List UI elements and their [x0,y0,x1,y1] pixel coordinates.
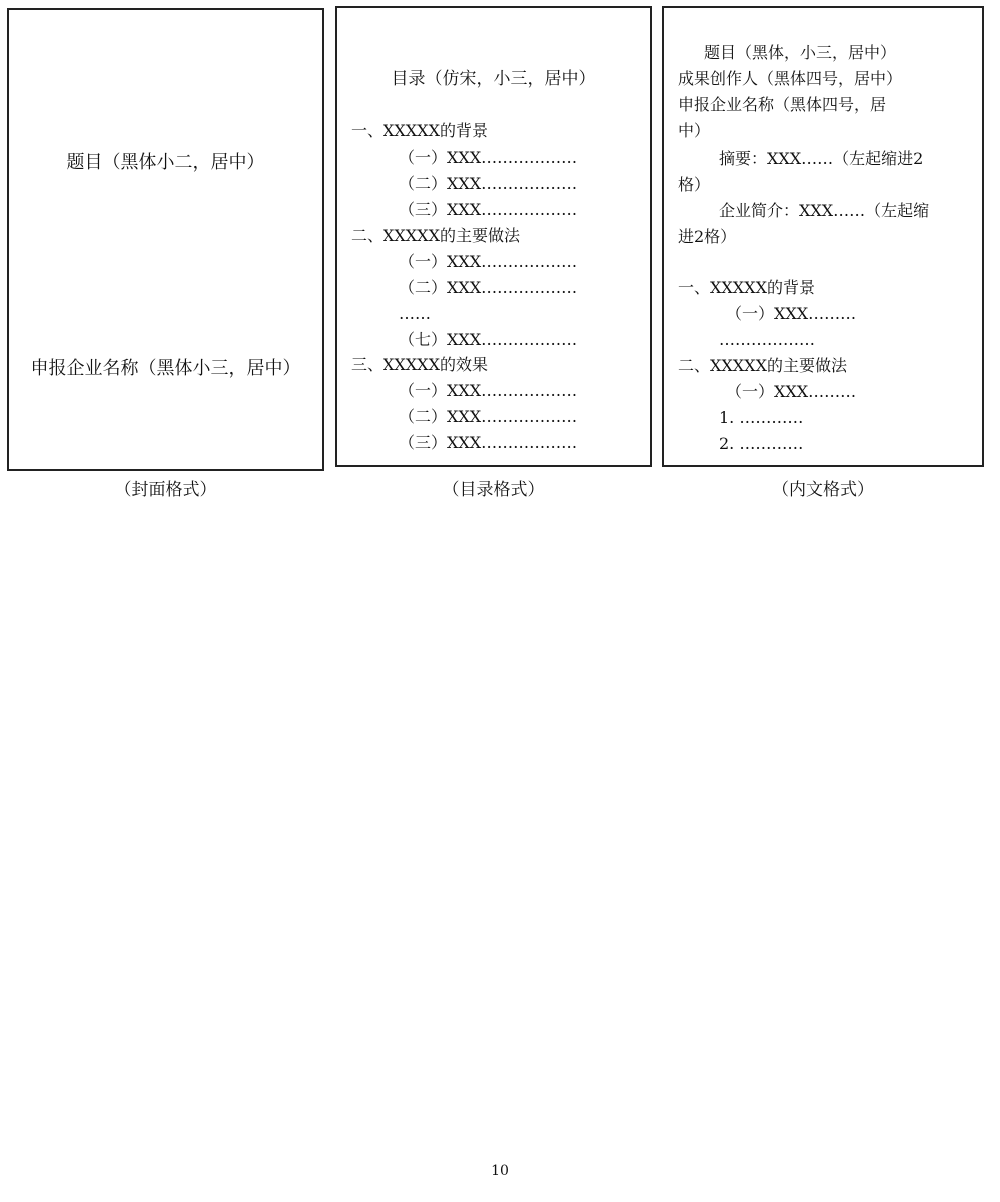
toc-format-panel [335,6,652,467]
toc-title: 目录（仿宋，小三，居中） [391,69,596,89]
body-numbered-item: 2. ………… [719,434,804,453]
body-format-panel [662,6,984,467]
body-company-intro: 企业简介：XXX……（左起缩 [719,201,930,220]
toc-subitem: （三）XXX……………… [399,433,578,452]
toc-subitem: （二）XXX……………… [399,174,578,193]
toc-subitem: （二）XXX……………… [399,278,578,297]
toc-section-heading: 一、XXXXX的背景 [351,121,488,140]
body-subitem: （一）XXX……… [726,304,857,323]
cover-caption: （封面格式） [114,480,217,500]
body-section-heading: 二、XXXXX的主要做法 [678,356,847,375]
body-subitem-cont: ……………… [719,330,815,349]
body-company-intro-cont: 进2格） [678,227,737,246]
toc-caption: （目录格式） [442,480,545,500]
body-company: 申报企业名称（黑体四号，居 [678,95,887,114]
body-author: 成果创作人（黑体四号，居中） [678,69,903,88]
cover-title: 题目（黑体小二，居中） [66,152,265,173]
toc-subitem: （一）XXX……………… [399,148,578,167]
toc-subitem: （二）XXX……………… [399,407,578,426]
toc-subitem: （三）XXX……………… [399,200,578,219]
toc-ellipsis: …… [399,304,431,323]
toc-section-heading: 三、XXXXX的效果 [351,355,488,374]
cover-company-name: 申报企业名称（黑体小三，居中） [30,358,301,379]
body-title: 题目（黑体，小三，居中） [704,43,897,62]
body-abstract: 摘要：XXX……（左起缩进2 [719,149,924,168]
body-company-cont: 中） [678,121,711,140]
page-number: 10 [491,1163,509,1179]
toc-subitem: （七）XXX……………… [399,330,578,349]
body-caption: （内文格式） [772,480,874,500]
body-numbered-item: 1. ………… [719,408,804,427]
toc-section-heading: 二、XXXXX的主要做法 [351,226,520,245]
cover-format-panel [7,8,324,471]
body-abstract-cont: 格） [678,175,711,194]
toc-subitem: （一）XXX……………… [399,381,578,400]
body-section-heading: 一、XXXXX的背景 [678,278,815,297]
toc-subitem: （一）XXX……………… [399,252,578,271]
body-subitem: （一）XXX……… [726,382,857,401]
